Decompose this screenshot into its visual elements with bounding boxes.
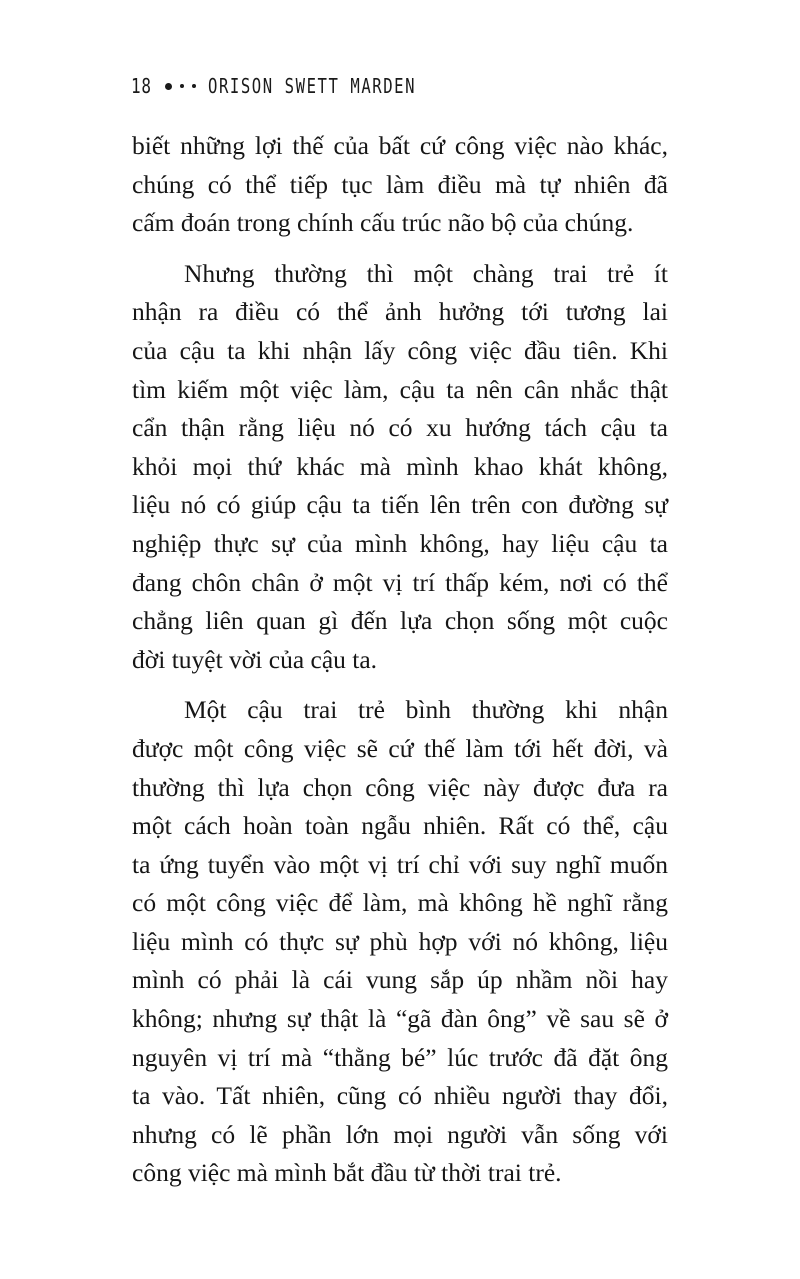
running-header [131,74,475,98]
text-line: có một công việc để làm, mà không hề nghĩ rằng [132,888,668,918]
text-line: liệu nó có giúp cậu ta tiến lên trên con đường sự [132,490,668,520]
text-line: nhận ra điều có thể ảnh hưởng tới tương lai [132,297,668,327]
text-line: biết những lợi thế của bất cứ công việc nào khác, [132,131,668,160]
text-line: của cậu ta khi nhận lấy công việc đầu tiên. Khi [132,335,668,365]
text-line: chúng có thể tiếp tục làm điều mà tự nhiên đã [132,169,668,199]
text-line: đang chôn chân ở một vị trí thấp kém, nơi có thể [132,567,668,597]
text-line: ta ứng tuyển vào một vị trí chỉ với suy nghĩ muốn [132,849,668,879]
text-line: tìm kiếm một việc làm, cậu ta nên cân nhắc thật [132,374,668,404]
text-line: một cách hoàn toàn ngẫu nhiên. Rất có thể, cậu [132,811,668,841]
text-line: khỏi mọi thứ khác mà mình khao khát không, [132,451,668,481]
text-line: công việc mà mình bắt đầu từ thời trai trẻ. [132,1158,562,1188]
text-line: thường thì lựa chọn công việc này được đưa ra [132,772,668,802]
body-text [132,127,668,1193]
text-line: nguyên vị trí mà “thằng bé” lúc trước đã đặt ông [132,1042,668,1072]
text-line: Một cậu trai trẻ bình thường khi nhận [184,695,668,725]
text-line: liệu mình có thực sự phù hợp với nó không, liệu [132,926,668,956]
text-line: cẩn thận rằng liệu nó có xu hướng tách cậu ta [132,413,668,443]
text-line: đời tuyệt vời của cậu ta. [132,644,378,674]
header-separator-dots [165,83,196,90]
page-number: 18 [131,74,152,98]
paragraph [132,255,668,680]
author-name: ORISON SWETT MARDEN [208,74,417,98]
text-line: nhưng có lẽ phần lớn mọi người vẫn sống với [132,1119,668,1149]
separator-dot [192,84,196,88]
paragraph [132,127,668,243]
separator-dot [165,83,172,90]
text-line: ta vào. Tất nhiên, cũng có nhiều người thay đổi, [132,1081,668,1111]
text-line: cấm đoán trong chính cấu trúc não bộ của chúng. [132,208,634,238]
text-line: mình có phải là cái vung sắp úp nhầm nồi hay [132,965,668,995]
text-line: Nhưng thường thì một chàng trai trẻ ít [184,258,668,288]
text-line: không; nhưng sự thật là “gã đàn ông” về sau sẽ ở [132,1004,668,1034]
text-line: chẳng liên quan gì đến lựa chọn sống một cuộc [132,606,668,636]
paragraph [132,691,668,1193]
text-line: nghiệp thực sự của mình không, hay liệu cậu ta [132,528,668,558]
text-line: được một công việc sẽ cứ thế làm tới hết đời, và [132,733,668,763]
separator-dot [180,84,184,88]
